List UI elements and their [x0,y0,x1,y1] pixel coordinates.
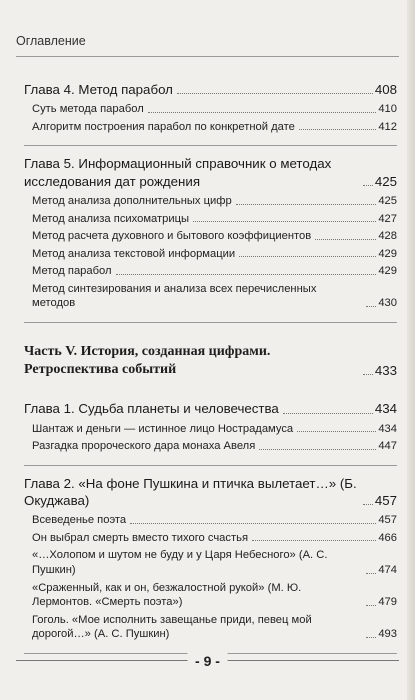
toc-entry-section[interactable] [32,613,397,642]
dot-leader [363,504,373,505]
toc-entry-page: 429 [378,265,397,278]
page-edge [407,0,415,700]
dot-leader [315,239,376,240]
toc-entry-page: 457 [378,514,397,527]
toc-entry-part[interactable] [24,343,397,379]
toc-entry-page: 479 [378,596,397,609]
toc-entry-title: Метод анализа дополнительных цифр [32,194,232,207]
toc-entry-chapter[interactable] [24,81,397,98]
dot-leader [116,274,377,275]
dot-leader [299,129,377,130]
toc-entry-title: Алгоритм построения парабол по конкретной дате [32,120,295,133]
toc-entry-title: «Сраженный, как и он, безжалостной рукой» (М. Ю. Лермонтов. «Смерть поэта») [32,581,302,609]
toc-entry-page: 434 [374,401,397,417]
dot-leader [283,413,373,414]
part-spacer [24,327,397,339]
toc-entry-title: Метод анализа текстовой информации [32,247,236,260]
toc-entry-title: «…Холопом и шутом не буду и у Царя Небесного» (А. С. Пушкин) [32,549,328,576]
dot-leader [252,540,376,541]
dot-leader [130,523,376,524]
dot-leader [259,449,376,450]
dot-leader [366,573,376,574]
page-number: - 9 - [187,653,228,669]
dot-leader [363,185,373,186]
toc-entry-section[interactable] [32,422,397,437]
footer-rule [16,653,399,669]
toc-entry-page: 427 [378,212,397,225]
toc-entry-title: Метод синтезирования и анализа всех перечисленных методов [32,282,317,310]
toc-entry-page: 466 [378,531,397,544]
toc-entry-page: 447 [378,440,397,453]
toc-entry-title: Глава 1. Судьба планеты и человечества [24,401,279,417]
dot-leader [366,306,376,307]
toc-entry-title: Глава 4. Метод парабол [24,82,173,97]
toc-entry-page: 493 [378,628,397,641]
dot-leader [366,605,376,606]
toc-entry-section[interactable] [32,513,397,528]
toc-entry-title: Метод расчета духовного и бытового коэффициентов [32,230,312,243]
dot-leader [239,256,376,257]
toc-entry-page: 457 [374,492,397,508]
toc-part-block [24,323,397,391]
toc-entry-page: 430 [378,297,397,310]
dot-leader [297,431,376,432]
toc-entry-section[interactable] [32,247,397,262]
toc-chapter-block [24,466,397,654]
toc-entry-title: Разгадка пророческого дара монаха Авеля [32,440,256,453]
toc-entry-title: Суть метода парабол [32,103,144,116]
toc-entry-title: Глава 5. Информационный справочник о методах исследования дат рождения [24,156,332,189]
toc-entry-section[interactable] [32,264,397,279]
dot-leader [148,112,377,113]
dot-leader [236,204,377,205]
toc-entry-title: Глава 2. «На фоне Пушкина и птичка вылетает…» (Б. Окуджава) [24,475,357,508]
toc-entry-title: Шантаж и деньги — истинное лицо Нострадамуса [32,422,294,435]
toc-entry-section[interactable] [32,120,397,135]
toc-entry-section[interactable] [32,194,397,209]
toc-entry-title: Гоголь. «Мое исполнить завещанье приди, певец мой дорогой…» (А. С. Пушкин) [32,613,312,641]
dot-leader [193,221,376,222]
toc-entry-page: 434 [378,422,397,435]
dot-leader [366,637,376,638]
table-of-contents [24,72,397,654]
toc-entry-section[interactable] [32,282,397,311]
toc-entry-title: Часть V. История, созданная цифрами. Ретроспектива событий [24,343,271,378]
dot-leader [177,93,373,94]
toc-entry-page: 474 [378,563,397,576]
header-rule [16,56,399,57]
toc-entry-page: 412 [378,120,397,133]
toc-entry-title: Он выбрал смерть вместо тихого счастья [32,531,249,544]
toc-entry-page: 408 [374,82,397,97]
toc-entry-chapter[interactable] [24,475,397,510]
toc-entry-title: Метод парабол [32,265,112,278]
toc-entry-page: 425 [374,173,397,189]
toc-entry-section[interactable] [32,531,397,546]
toc-chapter-block [24,391,397,465]
toc-entry-section[interactable] [32,581,397,610]
toc-entry-section[interactable] [32,439,397,454]
toc-entry-chapter[interactable] [24,155,397,190]
toc-entry-title: Всеведенье поэта [32,514,127,527]
running-header: Оглавление [16,34,86,48]
toc-entry-section[interactable] [32,229,397,244]
toc-entry-section[interactable] [32,102,397,117]
dot-leader [363,374,373,375]
toc-entry-title: Метод анализа психоматрицы [32,212,190,225]
toc-entry-chapter[interactable] [24,400,397,417]
toc-entry-page: 425 [378,194,397,207]
toc-entry-page: 429 [378,247,397,260]
toc-entry-page: 410 [378,103,397,116]
toc-entry-section[interactable] [32,548,397,577]
toc-entry-page: 433 [374,363,397,378]
toc-chapter-block [24,72,397,146]
toc-entry-page: 428 [378,230,397,243]
toc-chapter-block [24,146,397,323]
toc-entry-section[interactable] [32,212,397,227]
